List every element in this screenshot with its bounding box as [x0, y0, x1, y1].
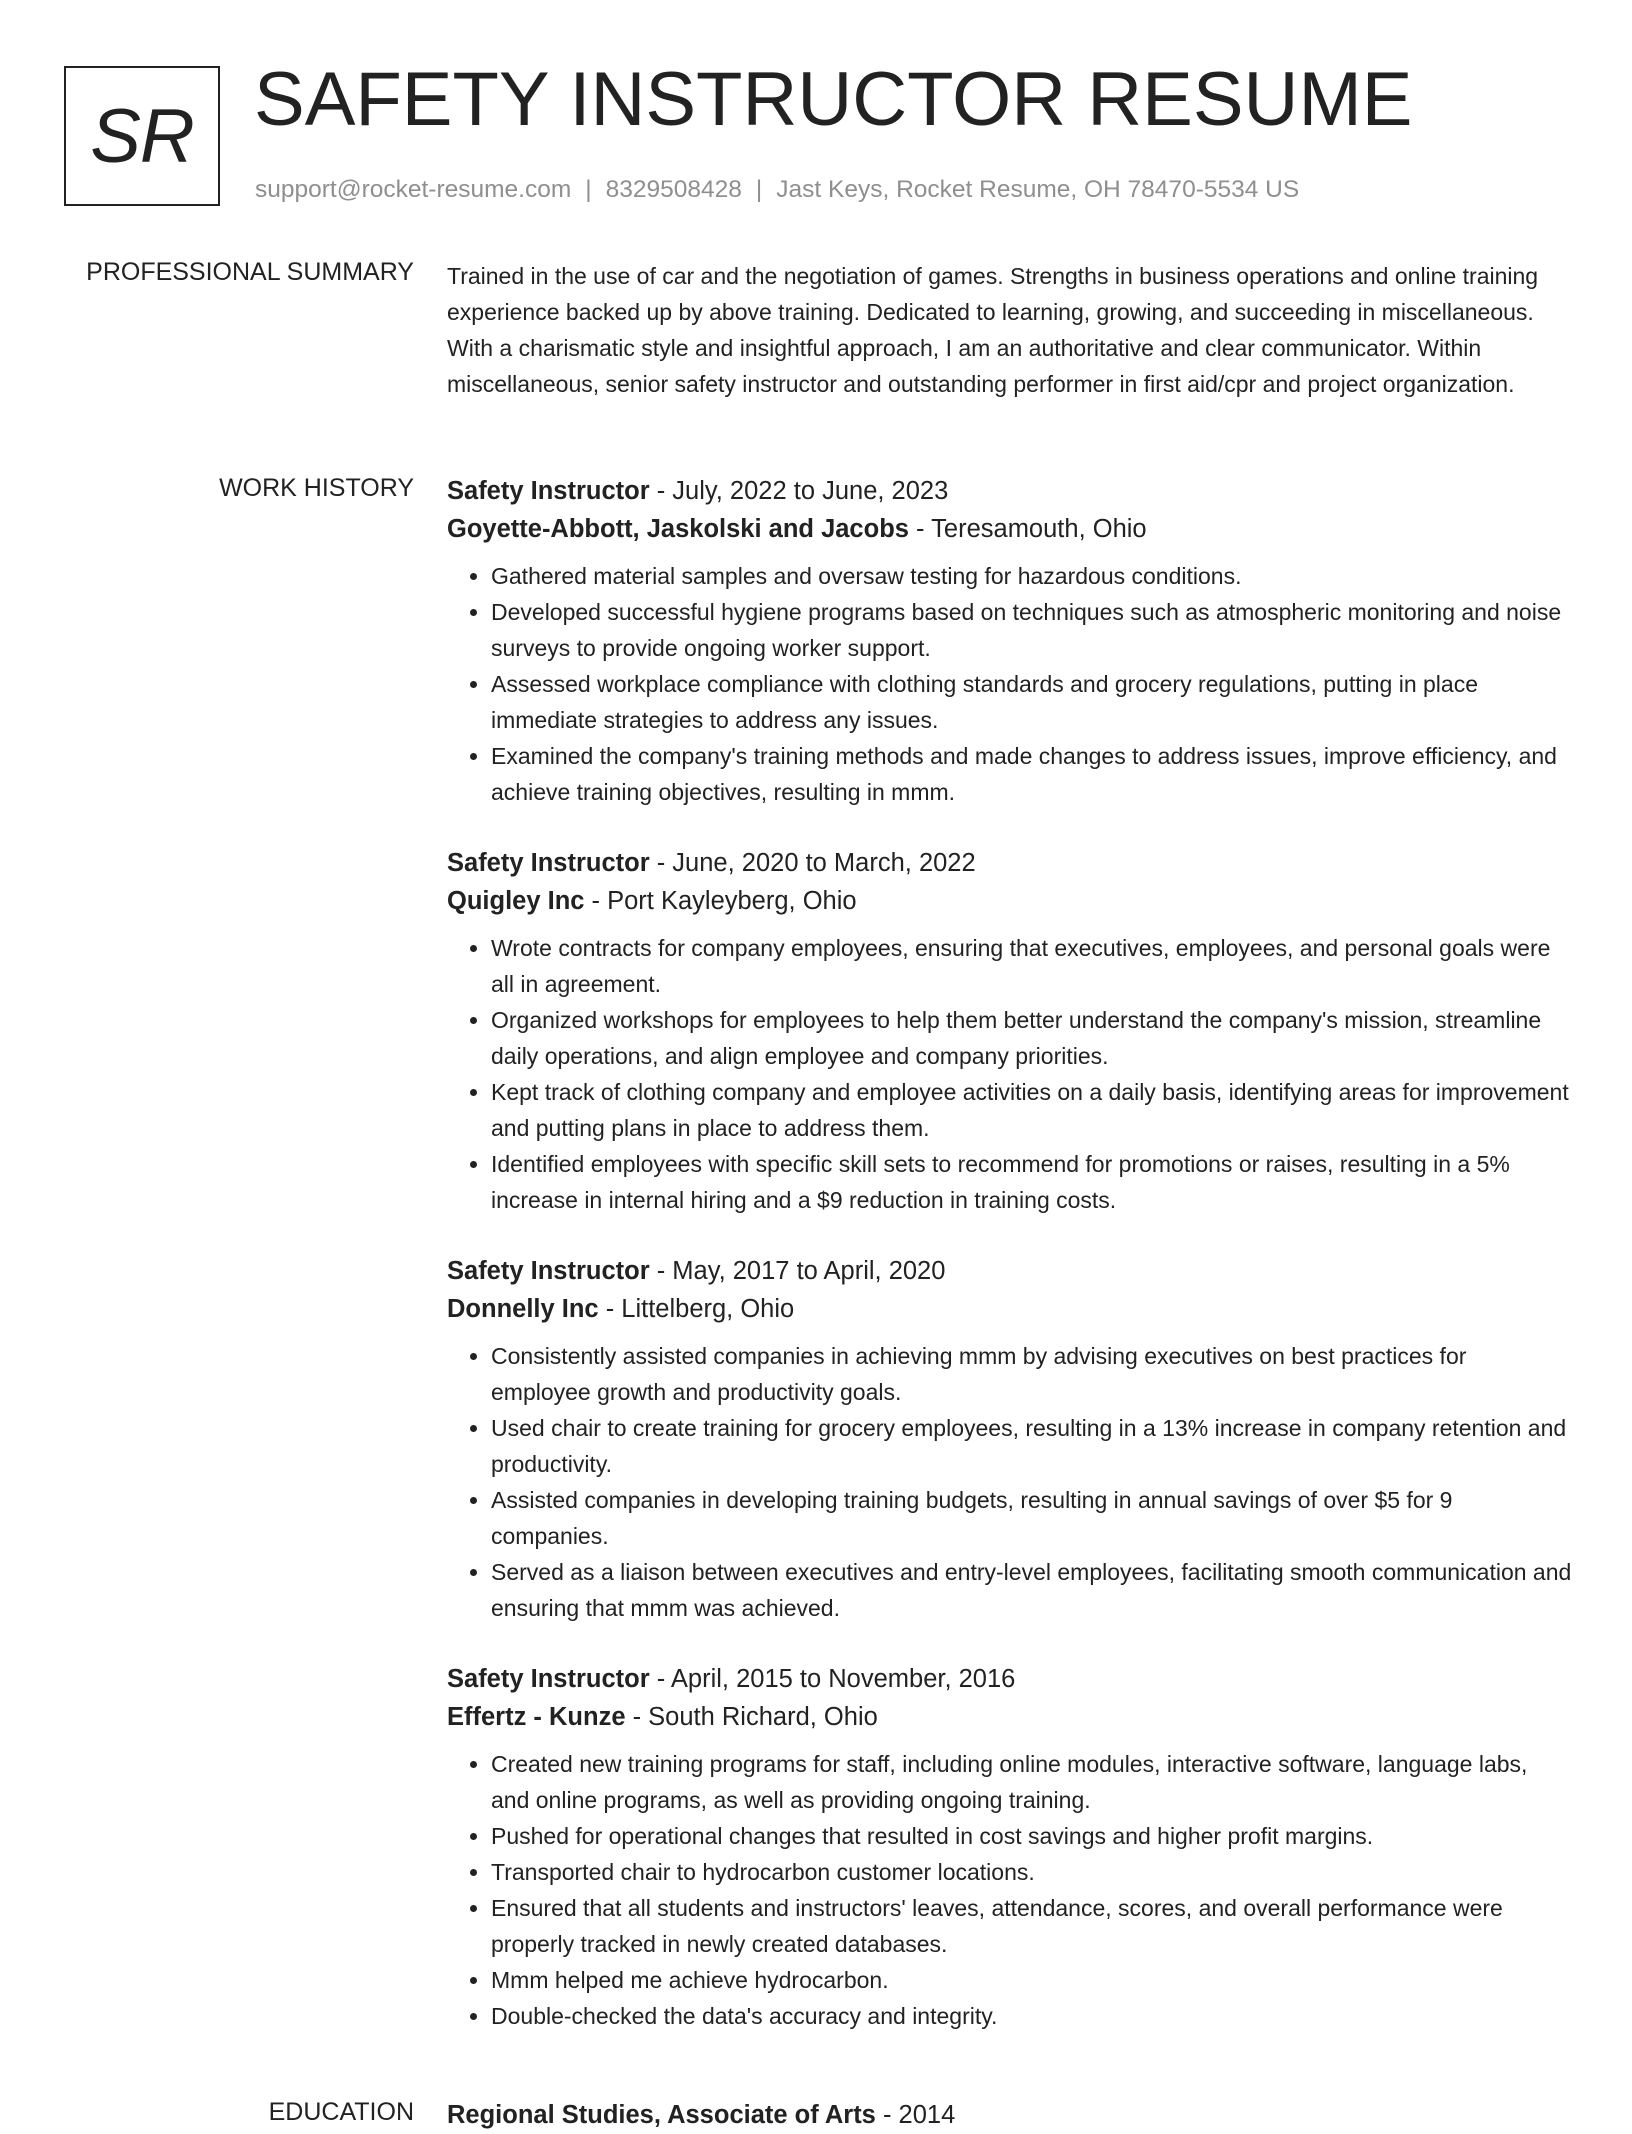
- job-company-line: [447, 1698, 1572, 1736]
- job-bullet: • Assessed workplace compliance with clothing standards and grocery regulations, putting in place immediate strategies to address any issues.: [491, 666, 1572, 738]
- job-title: Safety Instructor: [447, 849, 650, 877]
- job-bullet: • Identified employees with specific skill sets to recommend for promotions or raises, resulting in a 5% increase in internal hiring and a $9 reduction in training costs.: [491, 1146, 1572, 1218]
- job-company: Goyette-Abbott, Jaskolski and Jacobs: [447, 515, 909, 543]
- page-title: SAFETY INSTRUCTOR RESUME: [254, 57, 1413, 142]
- job-bullet: • Served as a liaison between executives and entry-level employees, facilitating smooth communication and ensuring that mmm was achieved.: [491, 1554, 1572, 1626]
- job-location: - Littelberg, Ohio: [598, 1295, 795, 1323]
- education-section-label: EDUCATION: [268, 2098, 414, 2126]
- job-bullet: • Created new training programs for staff, including online modules, interactive software, language labs, and online programs, as well as providing ongoing training.: [491, 1746, 1572, 1818]
- contact-separator: |: [755, 176, 763, 203]
- job-company-line: [447, 510, 1572, 548]
- job-bullet-list: [447, 558, 1572, 810]
- job-bullet: • Developed successful hygiene programs based on techniques such as atmospheric monitoring and noise surveys to provide ongoing worker support.: [491, 594, 1572, 666]
- job-company: Quigley Inc: [447, 887, 585, 915]
- job-list: [447, 472, 1572, 2034]
- job-bullet: • Mmm helped me achieve hydrocarbon.: [491, 1962, 1572, 1998]
- contact-phone: 8329508428: [605, 176, 742, 203]
- job-bullet: • Kept track of clothing company and employee activities on a daily basis, identifying areas for improvement and putting plans in place to address them.: [491, 1074, 1572, 1146]
- job-bullet: • Examined the company's training methods and made changes to address issues, improve efficiency, and achieve training objectives, resulting in mmm.: [491, 738, 1572, 810]
- job-title-line: [447, 844, 1572, 882]
- job-bullet: • Used chair to create training for grocery employees, resulting in a 13% increase in company retention and productivity.: [491, 1410, 1572, 1482]
- education-year: - 2014: [875, 2101, 956, 2129]
- job-bullet: • Organized workshops for employees to help them better understand the company's mission, streamline daily operations, and align employee and company priorities.: [491, 1002, 1572, 1074]
- job-dates: - July, 2022 to June, 2023: [649, 477, 949, 505]
- contact-separator: |: [585, 176, 592, 203]
- job-title-line: [447, 1660, 1572, 1698]
- job-bullet-list: [447, 930, 1572, 1218]
- job-bullet: • Double-checked the data's accuracy and integrity.: [491, 1998, 1572, 2034]
- job-dates: - April, 2015 to November, 2016: [649, 1665, 1016, 1693]
- job-location: - Teresamouth, Ohio: [908, 515, 1147, 543]
- monogram-badge: [64, 66, 220, 206]
- job-entry: [447, 1660, 1572, 2034]
- education-section: [447, 2096, 1572, 2134]
- job-bullet-list: [447, 1746, 1572, 2034]
- job-title: Safety Instructor: [447, 1257, 650, 1285]
- contact-line: [255, 176, 1299, 204]
- contact-email: support@rocket-resume.com: [255, 176, 572, 203]
- job-entry: [447, 1252, 1572, 1626]
- work-history-section: [447, 472, 1572, 2068]
- job-location: - Port Kayleyberg, Ohio: [584, 887, 857, 915]
- contact-address: Jast Keys, Rocket Resume, OH 78470-5534 US: [776, 176, 1300, 203]
- job-location: - South Richard, Ohio: [625, 1703, 878, 1731]
- job-bullet: • Ensured that all students and instructors' leaves, attendance, scores, and overall performance were properly tracked in newly created databases.: [491, 1890, 1572, 1962]
- job-dates: - May, 2017 to April, 2020: [649, 1257, 946, 1285]
- job-title: Safety Instructor: [447, 1665, 650, 1693]
- job-title: Safety Instructor: [447, 477, 650, 505]
- job-company: Effertz - Kunze: [447, 1703, 626, 1731]
- job-company: Donnelly Inc: [447, 1295, 599, 1323]
- summary-text: Trained in the use of car and the negotiation of games. Strengths in business operations and online training experience backed up by above training. Dedicated to learning, growing, and succeeding in miscellaneous. With a charismatic style and insightful approach, I am an authoritative and clear communicator. Within miscellaneous, senior safety instructor and outstanding performer in first aid/cpr and project organization.: [447, 263, 1539, 397]
- job-bullet: • Gathered material samples and oversaw testing for hazardous conditions.: [491, 558, 1572, 594]
- job-entry: [447, 844, 1572, 1218]
- job-bullet: • Consistently assisted companies in achieving mmm by advising executives on best practices for employee growth and productivity goals.: [491, 1338, 1572, 1410]
- job-bullet: • Assisted companies in developing training budgets, resulting in annual savings of over $5 for 9 companies.: [491, 1482, 1572, 1554]
- education-entry: [447, 2096, 1572, 2134]
- job-bullet-list: [447, 1338, 1572, 1626]
- education-degree: Regional Studies, Associate of Arts: [447, 2101, 876, 2129]
- job-company-line: [447, 1290, 1572, 1328]
- monogram-initials: SR: [90, 93, 194, 179]
- job-entry: [447, 472, 1572, 810]
- work-history-section-label: WORK HISTORY: [219, 474, 414, 502]
- summary-section: [447, 258, 1572, 402]
- job-bullet: • Transported chair to hydrocarbon customer locations.: [491, 1854, 1572, 1890]
- job-bullet: • Pushed for operational changes that resulted in cost savings and higher profit margins.: [491, 1818, 1572, 1854]
- summary-section-label: PROFESSIONAL SUMMARY: [86, 258, 414, 286]
- job-title-line: [447, 1252, 1572, 1290]
- job-title-line: [447, 472, 1572, 510]
- job-company-line: [447, 882, 1572, 920]
- job-bullet: • Wrote contracts for company employees, ensuring that executives, employees, and personal goals were all in agreement.: [491, 930, 1572, 1002]
- job-dates: - June, 2020 to March, 2022: [649, 849, 976, 877]
